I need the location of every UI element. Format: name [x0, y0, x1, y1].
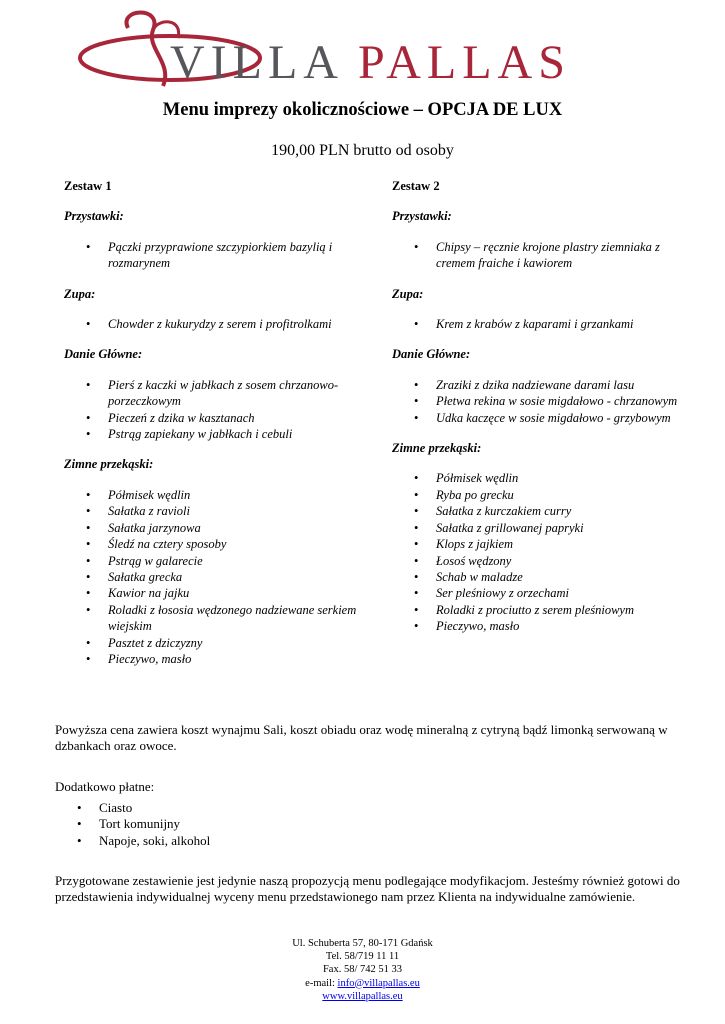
dish-item: • Ryba po grecku: [392, 487, 692, 503]
dish-item: • Roladki z prociutto z serem pleśniowym: [392, 602, 692, 618]
footer-fax: Fax. 58/ 742 51 33: [322, 964, 403, 976]
extra-item: • Ciasto: [55, 800, 210, 816]
price-per-person: 190,00 PLN brutto od osoby: [271, 142, 454, 159]
section-heading: Zimne przekąski:: [392, 441, 482, 456]
dish-item: • Sałatka z grillowanej papryki: [392, 520, 692, 536]
villa-pallas-logo: [78, 8, 678, 100]
set-title: Zestaw 2: [392, 179, 440, 193]
dish-item: • Pstrąg zapiekany w jabłkach i cebuli: [64, 426, 364, 442]
dish-item: • Kawior na jajku: [64, 585, 364, 601]
dish-item: • Pączki przyprawione szczypiorkiem bazylią i rozmarynem: [64, 239, 364, 272]
dish-item: • Półmisek wędlin: [64, 487, 364, 503]
dish-item: • Ser pleśniowy z orzechami: [392, 585, 692, 601]
website-link[interactable]: www.villapallas.eu: [322, 990, 403, 1002]
dish-item: • Płetwa rekina w sosie migdałowo - chrzanowym: [392, 393, 692, 409]
dish-item: • Pieczywo, masło: [392, 618, 692, 634]
extra-item: • Tort komunijny: [55, 816, 210, 832]
dish-list: [392, 377, 692, 426]
dish-list: [64, 316, 364, 332]
footer-contact: [0, 937, 725, 1003]
dish-item: • Pieczeń z dzika w kasztanach: [64, 410, 364, 426]
section-heading: Przystawki:: [64, 209, 124, 224]
dish-item: • Pieczywo, masło: [64, 651, 364, 667]
dish-item: • Pasztet z dziczyzny: [64, 635, 364, 651]
dish-item: • Łosoś wędzony: [392, 553, 692, 569]
dish-item: • Roladki z łososia wędzonego nadziewane serkiem wiejskim: [64, 602, 364, 635]
price-note: Powyższa cena zawiera koszt wynajmu Sali, koszt obiadu oraz wodę mineralną z cytryną bądź limonką serwowaną w dzbankach oraz owoce.: [55, 722, 668, 754]
dish-list: [64, 487, 364, 667]
section-heading: Zupa:: [392, 286, 424, 301]
dish-item: • Sałatka z kurczakiem curry: [392, 503, 692, 519]
dish-list: [392, 239, 692, 272]
dish-list: [392, 316, 692, 332]
dish-item: • Schab w maladze: [392, 569, 692, 585]
dish-item: • Klops z jajkiem: [392, 536, 692, 552]
section-heading: Danie Główne:: [392, 347, 471, 362]
email-label: e-mail:: [305, 977, 338, 989]
dish-item: • Zraziki z dzika nadziewane darami lasu: [392, 377, 692, 393]
closing-note: Przygotowane zestawienie jest jedynie naszą propozycją menu podlegające modyfikacjom. Jesteśmy również gotowi do przedstawienia indywidualnej wyceny menu przedstawionego nam przez Klienta na indywidualne zamówienie.: [55, 873, 680, 905]
menu-set-2: [392, 178, 692, 649]
extra-list: [55, 800, 210, 849]
section-heading: Danie Główne:: [64, 347, 143, 362]
dish-list: [392, 470, 692, 634]
menu-set-1: [64, 178, 364, 681]
dish-item: • Chowder z kukurydzy z serem i profitrolkami: [64, 316, 364, 332]
footer-tel: Tel. 58/719 11 11: [325, 951, 400, 963]
dish-item: • Sałatka z ravioli: [64, 503, 364, 519]
dish-item: • Pierś z kaczki w jabłkach z sosem chrzanowo-porzeczkowym: [64, 377, 364, 410]
footer-email-line: [0, 977, 725, 990]
email-link[interactable]: info@villapallas.eu: [337, 977, 420, 989]
extra-item: • Napoje, soki, alkohol: [55, 833, 210, 849]
set-title: Zestaw 1: [64, 179, 112, 193]
extra-label: Dodatkowo płatne:: [55, 779, 155, 794]
dish-item: • Śledź na cztery sposoby: [64, 536, 364, 552]
dish-list: [64, 377, 364, 443]
dish-item: • Krem z krabów z kaparami i grzankami: [392, 316, 692, 332]
svg-text:VILLAPALLAS: VILLA PALLAS: [170, 36, 571, 89]
page-title: Menu imprezy okolicznościowe – OPCJA DE LUX: [162, 100, 563, 120]
section-heading: Przystawki:: [392, 209, 452, 224]
footer-address: Ul. Schuberta 57, 80-171 Gdańsk: [292, 938, 433, 949]
dish-list: [64, 239, 364, 272]
dish-item: • Sałatka jarzynowa: [64, 520, 364, 536]
dish-item: • Pstrąg w galarecie: [64, 553, 364, 569]
dish-item: • Sałatka grecka: [64, 569, 364, 585]
dish-item: • Udka kaczęce w sosie migdałowo - grzybowym: [392, 410, 692, 426]
section-heading: Zimne przekąski:: [64, 457, 154, 472]
section-heading: Zupa:: [64, 286, 96, 301]
dish-item: • Chipsy – ręcznie krojone plastry ziemniaka z cremem fraiche i kawiorem: [392, 239, 692, 272]
dish-item: • Półmisek wędlin: [392, 470, 692, 486]
